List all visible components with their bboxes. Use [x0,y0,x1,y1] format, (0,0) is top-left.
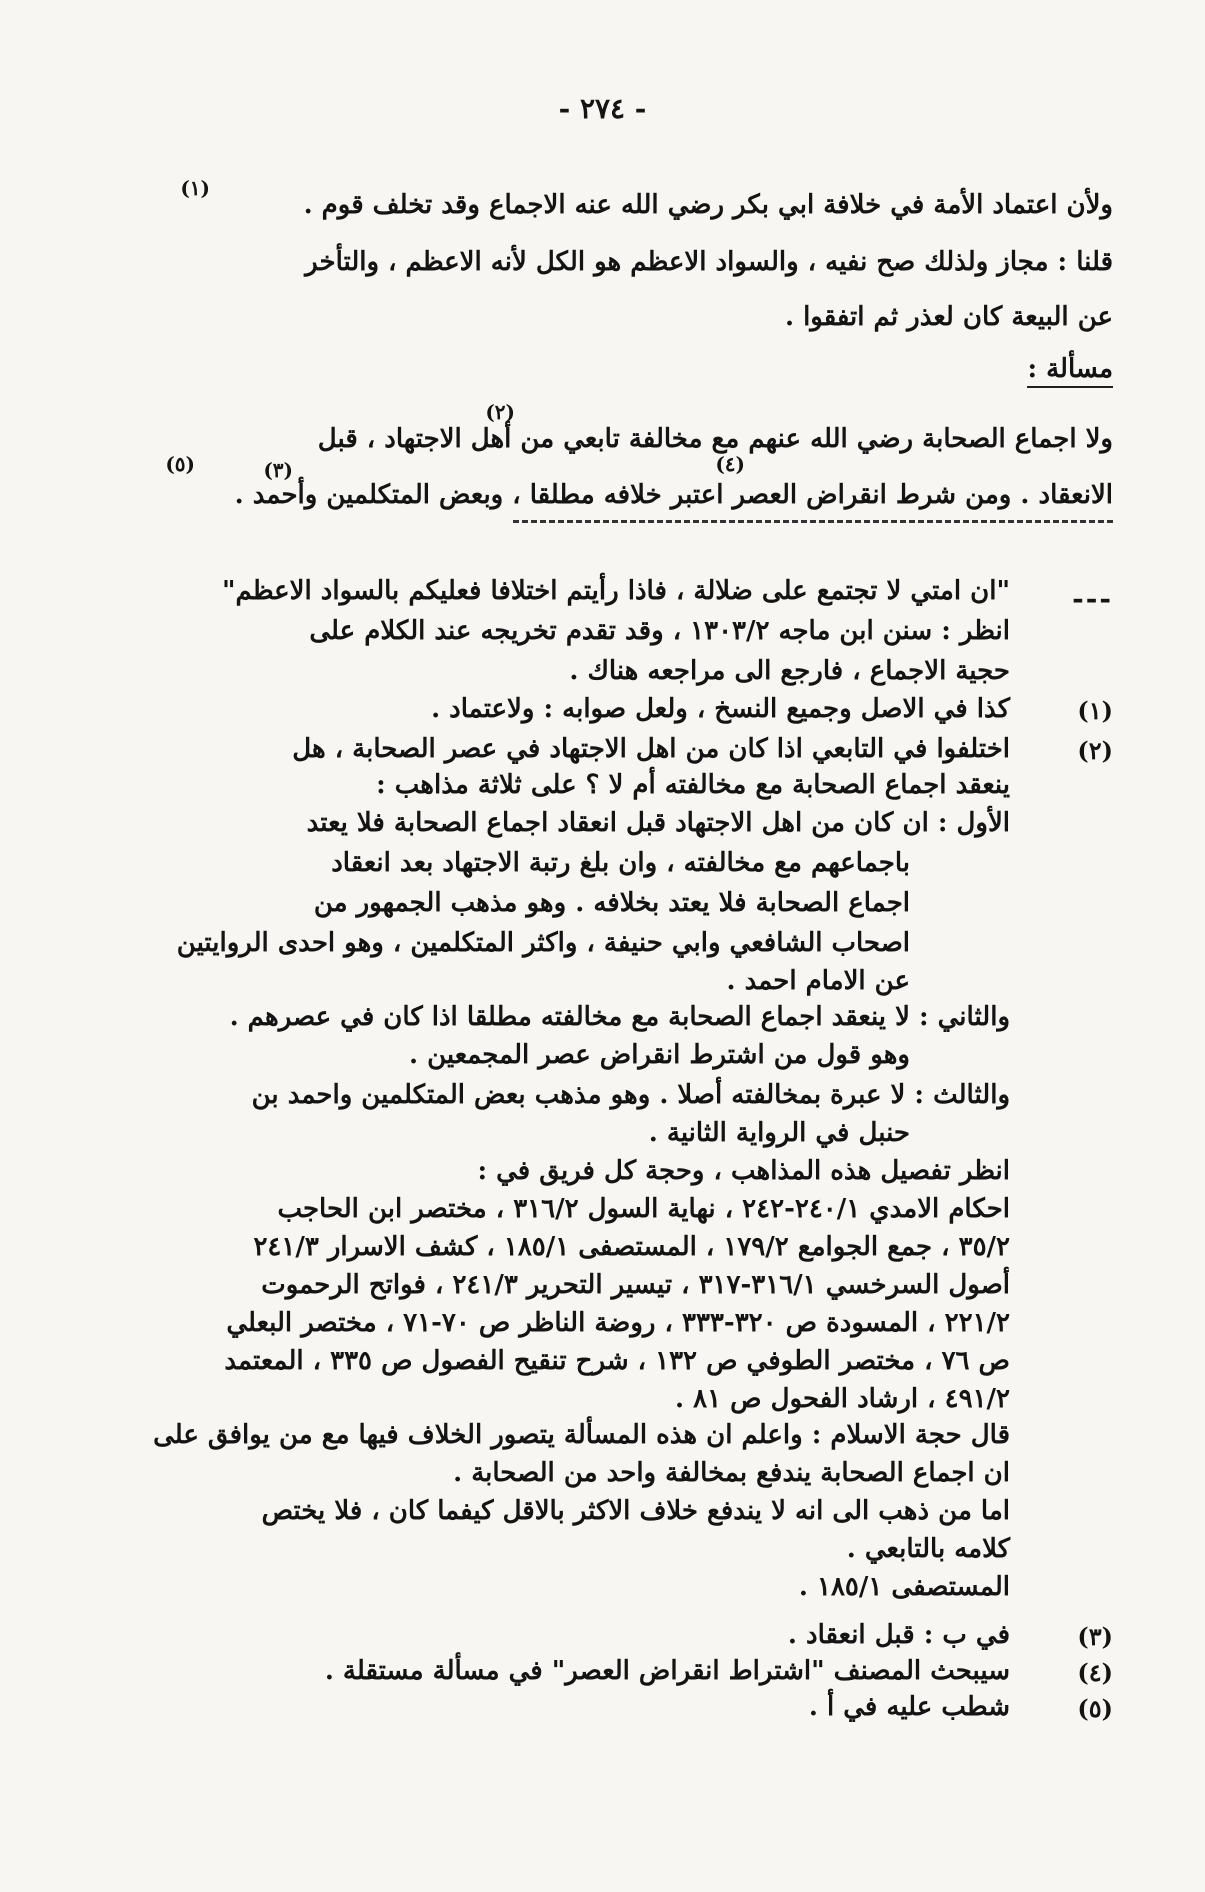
footnote-marker-2: (٢) [1077,736,1113,765]
footnote-2-line: حنبل في الرواية الثانية . [648,1118,910,1148]
footnote-2-text: اختلفوا في التابعي اذا كان من اهل الاجتهاد في عصر الصحابة ، هل [292,734,1010,764]
footnote-2-line: اجماع الصحابة فلا يعتد بخلافه . وهو مذهب الجمهور من [313,888,910,918]
footnote-2-line: عن الامام احمد . [726,966,910,996]
footnote-ref-5: (٥) [165,452,195,476]
footnote-2-line: المستصفى ١٨٥/١ . [798,1572,1010,1602]
footnote-ref-2: (٢) [485,400,515,424]
footnote-2-line: الأول : ان كان من اهل الاجتهاد قبل انعقاد اجماع الصحابة فلا يعتد [306,808,1010,838]
footnote-2-line: اما من ذهب الى انه لا يندفع خلاف الاكثر بالاقل كيفما كان ، فلا يختص [261,1496,1010,1526]
footnote-marker-3: (٣) [1077,1622,1113,1651]
footnote-2-line: والثاني : لا ينعقد اجماع الصحابة مع مخالفته مطلقا اذا كان في عصرهم . [229,1002,1010,1032]
hadith-line-3: حجية الاجماع ، فارجع الى مراجعه هناك . [569,656,1010,686]
footnote-dash-marker: --- [1072,582,1113,615]
footnote-2-line: ان اجماع الصحابة يندفع بمخالفة واحد من الصحابة . [453,1458,1010,1488]
footnote-4-text: سيبحث المصنف "اشتراط انقراض العصر" في مسألة مستقلة . [324,1656,1010,1686]
footnote-2-line: وهو قول من اشترط انقراض عصر المجمعين . [408,1040,910,1070]
footnote-marker-1: (١) [1077,696,1113,725]
footnote-2-line: والثالث : لا عبرة بمخالفته أصلا . وهو مذهب بعض المتكلمين واحمد بن [251,1080,1010,1110]
main-line-1: ولأن اعتماد الأمة في خلافة ابي بكر رضي الله عنه الاجماع وقد تخلف قوم . [303,190,1113,220]
footnote-2-line: احكام الامدي ٢٤٠/١-٢٤٢ ، نهاية السول ٣١٦/٢ ، مختصر ابن الحاجب [277,1194,1010,1224]
footnote-2-line: كلامه بالتابعي . [846,1534,1010,1564]
footnote-2-line: باجماعهم مع مخالفته ، وان بلغ رتبة الاجتهاد بعد انعقاد [331,848,910,878]
footnote-2-line: قال حجة الاسلام : واعلم ان هذه المسألة يتصور الخلاف فيها مع من يوافق على [153,1420,1010,1450]
main-line-3: عن البيعة كان لعذر ثم اتفقوا . [784,302,1113,332]
main-line-5: الانعقاد . ومن شرط انقراض العصر اعتبر خلافه مطلقا ، وبعض المتكلمين وأحمد . [234,480,1113,510]
footnote-2-line: اصحاب الشافعي وابي حنيفة ، واكثر المتكلمين ، وهو احدى الروايتين [176,928,910,958]
page-number: - ٢٧٤ - [558,92,647,125]
section-heading [1027,352,1113,386]
footnote-ref-4: (٤) [715,452,745,476]
footnote-marker-5: (٥) [1077,1694,1113,1723]
footnote-2-line: انظر تفصيل هذه المذاهب ، وحجة كل فريق في : [477,1156,1010,1186]
hadith-line-2: انظر : سنن ابن ماجه ١٣٠٣/٢ ، وقد تقدم تخريجه عند الكلام على [309,616,1010,646]
hadith-line-1: "ان امتي لا تجتمع على ضلالة ، فاذا رأيتم اختلافا فعليكم بالسواد الاعظم" [221,576,1010,606]
footnote-2-line: ص ٧٦ ، مختصر الطوفي ص ١٣٢ ، شرح تنقيح الفصول ص ٣٣٥ ، المعتمد [224,1346,1010,1376]
footnote-2-line: ٢٢١/٢ ، المسودة ص ٣٢٠-٣٣٣ ، روضة الناظر ص ٧٠-٧١ ، مختصر البعلي [226,1308,1010,1338]
footnote-2-line: ٣٥/٢ ، جمع الجوامع ١٧٩/٢ ، المستصفى ١٨٥/١ ، كشف الاسرار ٢٤١/٣ [253,1232,1010,1262]
footnote-2-line: ٤٩١/٢ ، ارشاد الفحول ص ٨١ . [675,1384,1010,1414]
footnote-2-line: ينعقد اجماع الصحابة مع مخالفته أم لا ؟ على ثلاثة مذاهب : [376,770,1010,800]
footnote-ref-3: (٣) [263,458,293,482]
main-line-4: ولا اجماع الصحابة رضي الله عنهم مع مخالفة تابعي من أهل الاجتهاد ، قبل [317,424,1113,454]
main-line-2: قلنا : مجاز ولذلك صح نفيه ، والسواد الاعظم هو الكل لأنه الاعظم ، والتأخر [305,247,1113,277]
footnote-3-text: في ب : قبل انعقاد . [787,1620,1010,1650]
footnote-separator-rule [513,520,1113,523]
footnote-1-text: كذا في الاصل وجميع النسخ ، ولعل صوابه : ولاعتماد . [431,694,1010,724]
section-heading-text: مسألة : [1027,354,1113,388]
footnote-2-line: أصول السرخسي ٣١٦/١-٣١٧ ، تيسير التحرير ٢٤١/٣ ، فواتح الرحموت [261,1270,1010,1300]
footnote-ref-1: (١) [180,176,210,200]
footnote-5-text: شطب عليه في أ . [808,1692,1010,1722]
footnote-marker-4: (٤) [1077,1658,1113,1687]
